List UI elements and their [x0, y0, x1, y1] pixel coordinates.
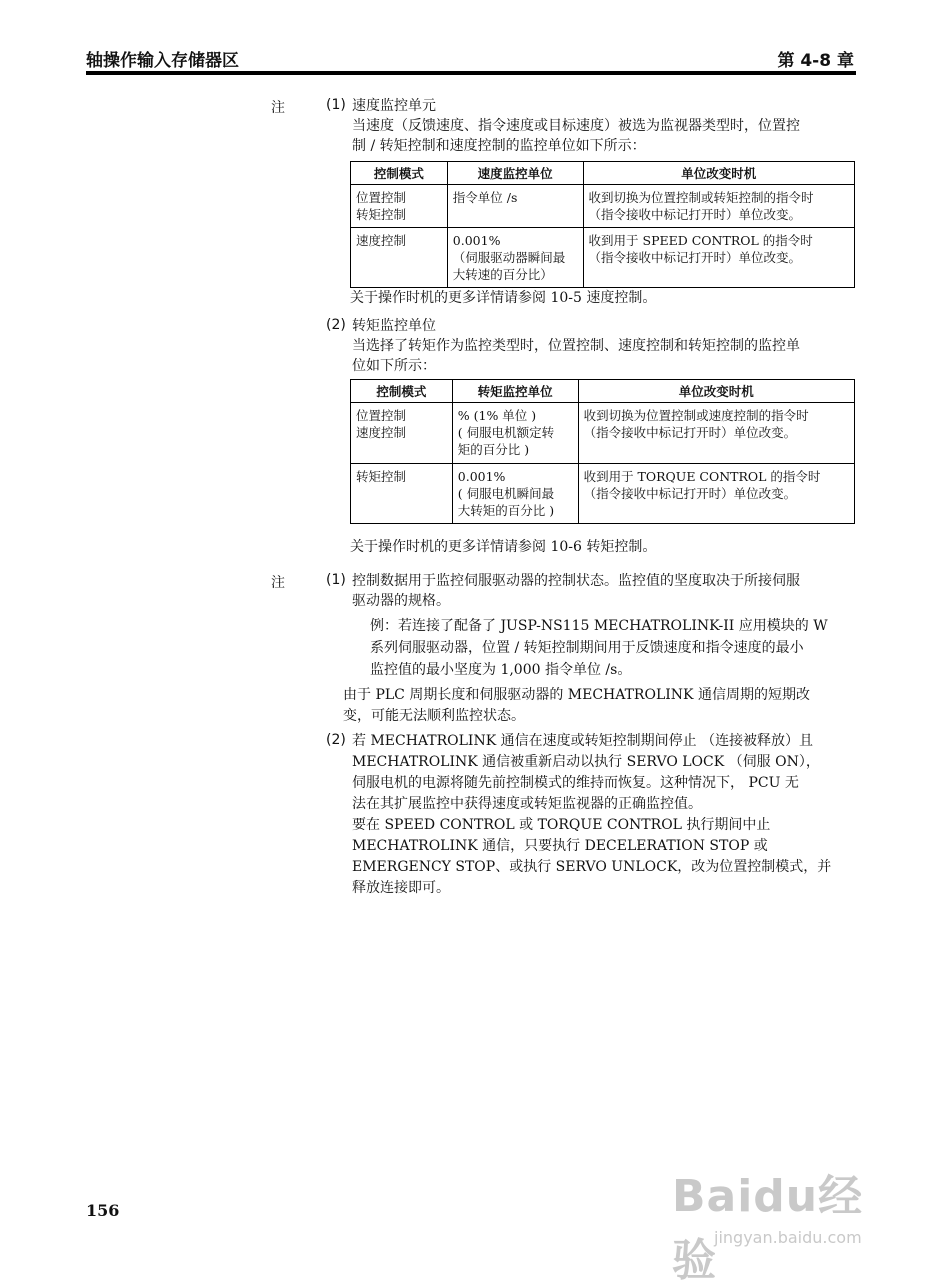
- table-cell: 速度控制: [351, 228, 448, 288]
- page-number: 156: [86, 1201, 120, 1220]
- item-number: (2): [326, 317, 346, 333]
- table-header-row: [351, 162, 855, 185]
- column-header: 速度监控单位: [447, 162, 583, 185]
- table-cell: 收到用于 SPEED CONTROL 的指令时 （指令接收中标记打开时）单位改变。: [583, 228, 854, 288]
- watermark-logo: Baidu经验: [672, 1171, 864, 1286]
- column-header: 控制模式: [351, 380, 453, 403]
- table-cell: 收到切换为位置控制或速度控制的指令时 （指令接收中标记打开时）单位改变。: [578, 403, 854, 464]
- note-mark-2: 注: [271, 575, 285, 591]
- paragraph-line: 若 MECHATROLINK 通信在速度或转矩控制期间停止 （连接被释放）且: [352, 733, 814, 749]
- paragraph-line: 驱动器的规格。: [352, 593, 450, 609]
- table-cell: 位置控制 速度控制: [351, 403, 453, 464]
- item-number: (2): [326, 732, 346, 748]
- item-number: (1): [326, 572, 346, 588]
- table-cell: 0.001% ( 伺服电机瞬间最 大转矩的百分比 ): [452, 464, 578, 524]
- paragraph-line: MECHATROLINK 通信，只要执行 DECELERATION STOP 或: [352, 838, 768, 854]
- item-heading: 转矩监控单位: [352, 318, 436, 334]
- paragraph-line: 伺服电机的电源将随先前控制模式的维持而恢复。这种情况下， PCU 无: [352, 775, 799, 791]
- column-header: 单位改变时机: [578, 380, 854, 403]
- note-mark-1: 注: [271, 100, 285, 116]
- reference-note: 关于操作时机的更多详情请参阅 10-6 转矩控制。: [350, 539, 657, 555]
- paragraph-line: 当选择了转矩作为监控类型时，位置控制、速度控制和转矩控制的监控单: [352, 338, 800, 354]
- reference-note: 关于操作时机的更多详情请参阅 10-5 速度控制。: [350, 290, 657, 306]
- table-cell: 位置控制 转矩控制: [351, 185, 448, 228]
- table-row: [351, 464, 855, 524]
- paragraph-line: 控制数据用于监控伺服驱动器的控制状态。监控值的坚度取决于所接伺服: [352, 573, 800, 589]
- paragraph-line: 位如下所示：: [352, 358, 436, 374]
- paragraph-line: 法在其扩展监控中获得速度或转矩监视器的正确监控值。: [352, 796, 702, 812]
- table-cell: 0.001% （伺服驱动器瞬间最 大转速的百分比）: [447, 228, 583, 288]
- paragraph-line: 由于 PLC 周期长度和伺服驱动器的 MECHATROLINK 通信周期的短期改: [343, 687, 810, 703]
- column-header: 单位改变时机: [583, 162, 854, 185]
- example-line: 例：若连接了配备了 JUSP-NS115 MECHATROLINK-II 应用模块的 W: [370, 618, 828, 634]
- table-header-row: [351, 380, 855, 403]
- paragraph-line: EMERGENCY STOP、或执行 SERVO UNLOCK，改为位置控制模式，并: [352, 859, 832, 875]
- column-header: 控制模式: [351, 162, 448, 185]
- table-row: [351, 403, 855, 464]
- table-row: [351, 228, 855, 288]
- table-row: [351, 185, 855, 228]
- torque-monitor-table: [350, 379, 855, 524]
- watermark-url: jingyan.baidu.com: [714, 1228, 862, 1247]
- paragraph-line: MECHATROLINK 通信被重新启动以执行 SERVO LOCK （伺服 ON），: [352, 754, 820, 770]
- speed-monitor-table: [350, 161, 855, 288]
- header-rule: [86, 71, 856, 75]
- table-cell: % (1% 单位 ) ( 伺服电机额定转 矩的百分比 ): [452, 403, 578, 464]
- paragraph-line: 变，可能无法顺利监控状态。: [343, 708, 525, 724]
- paragraph-line: 当速度（反馈速度、指令速度或目标速度）被选为监视器类型时，位置控: [352, 118, 800, 134]
- table-cell: 指令单位 /s: [447, 185, 583, 228]
- column-header: 转矩监控单位: [452, 380, 578, 403]
- item-heading: 速度监控单元: [352, 98, 436, 114]
- example-line: 监控值的最小坚度为 1,000 指令单位 /s。: [370, 662, 632, 678]
- header-title: 轴操作输入存储器区: [86, 51, 239, 71]
- table-cell: 转矩控制: [351, 464, 453, 524]
- paragraph-line: 释放连接即可。: [352, 880, 450, 896]
- example-line: 系列伺服驱动器，位置 / 转矩控制期间用于反馈速度和指令速度的最小: [370, 640, 804, 656]
- table-cell: 收到切换为位置控制或转矩控制的指令时 （指令接收中标记打开时）单位改变。: [583, 185, 854, 228]
- header-chapter: 第 4-8 章: [777, 51, 854, 71]
- baidu-watermark: [672, 1140, 887, 1286]
- table-cell: 收到用于 TORQUE CONTROL 的指令时 （指令接收中标记打开时）单位改变。: [578, 464, 854, 524]
- paragraph-line: 制 / 转矩控制和速度控制的监控单位如下所示：: [352, 138, 646, 154]
- paragraph-line: 要在 SPEED CONTROL 或 TORQUE CONTROL 执行期间中止: [352, 817, 771, 833]
- item-number: (1): [326, 97, 346, 113]
